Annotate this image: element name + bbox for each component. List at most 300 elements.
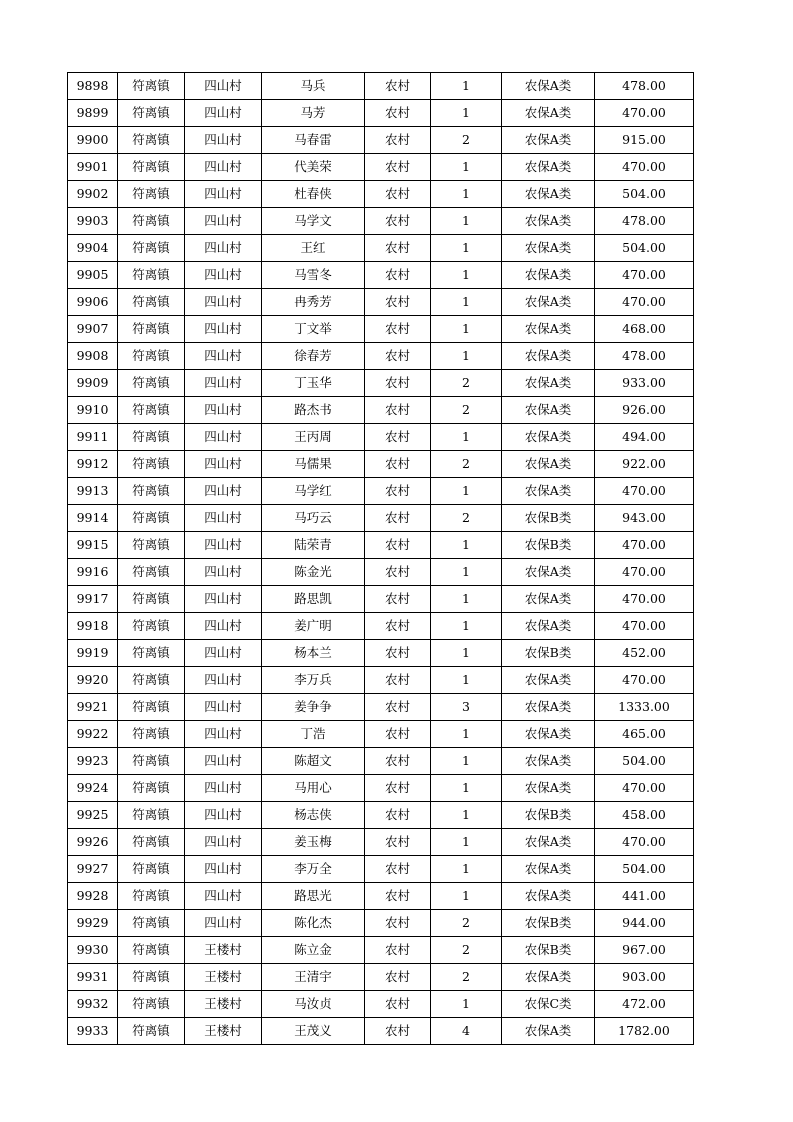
row-number-cell: 9922 xyxy=(68,721,118,748)
amount-cell: 452.00 xyxy=(595,640,694,667)
category-cell: 农保A类 xyxy=(502,694,595,721)
table-row xyxy=(68,937,694,964)
town-cell: 符离镇 xyxy=(118,559,185,586)
town-cell: 符离镇 xyxy=(118,829,185,856)
village-cell: 四山村 xyxy=(185,127,262,154)
village-cell: 四山村 xyxy=(185,73,262,100)
area-type-cell: 农村 xyxy=(365,100,431,127)
row-number-cell: 9909 xyxy=(68,370,118,397)
area-type-cell: 农村 xyxy=(365,721,431,748)
amount-cell: 504.00 xyxy=(595,856,694,883)
row-number-cell: 9898 xyxy=(68,73,118,100)
table-row xyxy=(68,883,694,910)
row-number-cell: 9917 xyxy=(68,586,118,613)
name-cell: 陆荣青 xyxy=(262,532,365,559)
category-cell: 农保A类 xyxy=(502,856,595,883)
amount-cell: 915.00 xyxy=(595,127,694,154)
household-count-cell: 2 xyxy=(431,397,502,424)
table-row xyxy=(68,964,694,991)
name-cell: 路杰书 xyxy=(262,397,365,424)
table-row xyxy=(68,532,694,559)
category-cell: 农保A类 xyxy=(502,73,595,100)
household-count-cell: 1 xyxy=(431,613,502,640)
area-type-cell: 农村 xyxy=(365,154,431,181)
household-count-cell: 2 xyxy=(431,451,502,478)
amount-cell: 470.00 xyxy=(595,775,694,802)
village-cell: 四山村 xyxy=(185,721,262,748)
household-count-cell: 1 xyxy=(431,289,502,316)
area-type-cell: 农村 xyxy=(365,316,431,343)
town-cell: 符离镇 xyxy=(118,775,185,802)
household-count-cell: 1 xyxy=(431,748,502,775)
row-number-cell: 9928 xyxy=(68,883,118,910)
name-cell: 马兵 xyxy=(262,73,365,100)
town-cell: 符离镇 xyxy=(118,397,185,424)
name-cell: 王丙周 xyxy=(262,424,365,451)
row-number-cell: 9923 xyxy=(68,748,118,775)
village-cell: 王楼村 xyxy=(185,937,262,964)
village-cell: 四山村 xyxy=(185,262,262,289)
town-cell: 符离镇 xyxy=(118,964,185,991)
town-cell: 符离镇 xyxy=(118,154,185,181)
category-cell: 农保A类 xyxy=(502,721,595,748)
amount-cell: 478.00 xyxy=(595,343,694,370)
row-number-cell: 9905 xyxy=(68,262,118,289)
table-row xyxy=(68,127,694,154)
household-count-cell: 1 xyxy=(431,586,502,613)
town-cell: 符离镇 xyxy=(118,181,185,208)
name-cell: 李万兵 xyxy=(262,667,365,694)
town-cell: 符离镇 xyxy=(118,235,185,262)
village-cell: 四山村 xyxy=(185,802,262,829)
village-cell: 王楼村 xyxy=(185,964,262,991)
household-count-cell: 2 xyxy=(431,937,502,964)
category-cell: 农保A类 xyxy=(502,1018,595,1045)
area-type-cell: 农村 xyxy=(365,613,431,640)
category-cell: 农保A类 xyxy=(502,613,595,640)
household-count-cell: 1 xyxy=(431,856,502,883)
household-count-cell: 1 xyxy=(431,829,502,856)
area-type-cell: 农村 xyxy=(365,802,431,829)
name-cell: 王红 xyxy=(262,235,365,262)
category-cell: 农保A类 xyxy=(502,667,595,694)
category-cell: 农保B类 xyxy=(502,505,595,532)
amount-cell: 470.00 xyxy=(595,478,694,505)
row-number-cell: 9904 xyxy=(68,235,118,262)
category-cell: 农保B类 xyxy=(502,937,595,964)
category-cell: 农保A类 xyxy=(502,559,595,586)
category-cell: 农保B类 xyxy=(502,910,595,937)
area-type-cell: 农村 xyxy=(365,694,431,721)
village-cell: 四山村 xyxy=(185,397,262,424)
household-count-cell: 1 xyxy=(431,991,502,1018)
category-cell: 农保A类 xyxy=(502,154,595,181)
name-cell: 陈金光 xyxy=(262,559,365,586)
village-cell: 四山村 xyxy=(185,235,262,262)
area-type-cell: 农村 xyxy=(365,478,431,505)
household-count-cell: 1 xyxy=(431,775,502,802)
town-cell: 符离镇 xyxy=(118,667,185,694)
name-cell: 姜玉梅 xyxy=(262,829,365,856)
category-cell: 农保A类 xyxy=(502,208,595,235)
amount-cell: 470.00 xyxy=(595,613,694,640)
category-cell: 农保A类 xyxy=(502,262,595,289)
village-cell: 四山村 xyxy=(185,343,262,370)
household-count-cell: 2 xyxy=(431,127,502,154)
name-cell: 马儒果 xyxy=(262,451,365,478)
table-row xyxy=(68,613,694,640)
amount-cell: 478.00 xyxy=(595,73,694,100)
category-cell: 农保A类 xyxy=(502,100,595,127)
name-cell: 丁玉华 xyxy=(262,370,365,397)
table-row xyxy=(68,910,694,937)
name-cell: 姜广明 xyxy=(262,613,365,640)
row-number-cell: 9913 xyxy=(68,478,118,505)
town-cell: 符离镇 xyxy=(118,208,185,235)
table-row xyxy=(68,640,694,667)
table-row xyxy=(68,667,694,694)
data-table xyxy=(67,72,694,1045)
village-cell: 四山村 xyxy=(185,667,262,694)
household-count-cell: 1 xyxy=(431,343,502,370)
amount-cell: 470.00 xyxy=(595,829,694,856)
category-cell: 农保A类 xyxy=(502,829,595,856)
category-cell: 农保A类 xyxy=(502,586,595,613)
village-cell: 四山村 xyxy=(185,424,262,451)
household-count-cell: 1 xyxy=(431,667,502,694)
name-cell: 马学文 xyxy=(262,208,365,235)
category-cell: 农保A类 xyxy=(502,964,595,991)
row-number-cell: 9921 xyxy=(68,694,118,721)
area-type-cell: 农村 xyxy=(365,208,431,235)
category-cell: 农保A类 xyxy=(502,181,595,208)
category-cell: 农保A类 xyxy=(502,127,595,154)
village-cell: 王楼村 xyxy=(185,1018,262,1045)
town-cell: 符离镇 xyxy=(118,1018,185,1045)
area-type-cell: 农村 xyxy=(365,424,431,451)
town-cell: 符离镇 xyxy=(118,289,185,316)
town-cell: 符离镇 xyxy=(118,937,185,964)
name-cell: 马春雷 xyxy=(262,127,365,154)
amount-cell: 465.00 xyxy=(595,721,694,748)
town-cell: 符离镇 xyxy=(118,532,185,559)
category-cell: 农保A类 xyxy=(502,478,595,505)
village-cell: 四山村 xyxy=(185,613,262,640)
village-cell: 四山村 xyxy=(185,883,262,910)
area-type-cell: 农村 xyxy=(365,262,431,289)
household-count-cell: 1 xyxy=(431,478,502,505)
category-cell: 农保A类 xyxy=(502,451,595,478)
town-cell: 符离镇 xyxy=(118,613,185,640)
row-number-cell: 9907 xyxy=(68,316,118,343)
area-type-cell: 农村 xyxy=(365,532,431,559)
name-cell: 路思凯 xyxy=(262,586,365,613)
category-cell: 农保A类 xyxy=(502,289,595,316)
household-count-cell: 2 xyxy=(431,910,502,937)
category-cell: 农保C类 xyxy=(502,991,595,1018)
category-cell: 农保A类 xyxy=(502,235,595,262)
household-count-cell: 1 xyxy=(431,883,502,910)
village-cell: 四山村 xyxy=(185,370,262,397)
village-cell: 四山村 xyxy=(185,289,262,316)
town-cell: 符离镇 xyxy=(118,73,185,100)
amount-cell: 903.00 xyxy=(595,964,694,991)
table-row xyxy=(68,1018,694,1045)
town-cell: 符离镇 xyxy=(118,451,185,478)
row-number-cell: 9932 xyxy=(68,991,118,1018)
town-cell: 符离镇 xyxy=(118,748,185,775)
amount-cell: 504.00 xyxy=(595,181,694,208)
category-cell: 农保A类 xyxy=(502,397,595,424)
amount-cell: 441.00 xyxy=(595,883,694,910)
row-number-cell: 9915 xyxy=(68,532,118,559)
category-cell: 农保B类 xyxy=(502,532,595,559)
area-type-cell: 农村 xyxy=(365,505,431,532)
name-cell: 马用心 xyxy=(262,775,365,802)
name-cell: 王茂义 xyxy=(262,1018,365,1045)
household-count-cell: 1 xyxy=(431,235,502,262)
table-row xyxy=(68,370,694,397)
row-number-cell: 9924 xyxy=(68,775,118,802)
town-cell: 符离镇 xyxy=(118,316,185,343)
table-row xyxy=(68,775,694,802)
village-cell: 四山村 xyxy=(185,748,262,775)
area-type-cell: 农村 xyxy=(365,991,431,1018)
village-cell: 四山村 xyxy=(185,856,262,883)
row-number-cell: 9912 xyxy=(68,451,118,478)
table-row xyxy=(68,316,694,343)
town-cell: 符离镇 xyxy=(118,721,185,748)
household-count-cell: 3 xyxy=(431,694,502,721)
village-cell: 四山村 xyxy=(185,505,262,532)
amount-cell: 470.00 xyxy=(595,532,694,559)
name-cell: 马雪冬 xyxy=(262,262,365,289)
area-type-cell: 农村 xyxy=(365,775,431,802)
village-cell: 四山村 xyxy=(185,640,262,667)
amount-cell: 468.00 xyxy=(595,316,694,343)
table-row xyxy=(68,154,694,181)
table-row xyxy=(68,181,694,208)
row-number-cell: 9929 xyxy=(68,910,118,937)
household-count-cell: 1 xyxy=(431,721,502,748)
name-cell: 姜争争 xyxy=(262,694,365,721)
village-cell: 王楼村 xyxy=(185,991,262,1018)
area-type-cell: 农村 xyxy=(365,586,431,613)
town-cell: 符离镇 xyxy=(118,802,185,829)
town-cell: 符离镇 xyxy=(118,505,185,532)
category-cell: 农保A类 xyxy=(502,370,595,397)
table-row xyxy=(68,694,694,721)
amount-cell: 470.00 xyxy=(595,100,694,127)
table-row xyxy=(68,748,694,775)
name-cell: 杨本兰 xyxy=(262,640,365,667)
name-cell: 马学红 xyxy=(262,478,365,505)
area-type-cell: 农村 xyxy=(365,667,431,694)
table-row xyxy=(68,451,694,478)
name-cell: 马芳 xyxy=(262,100,365,127)
row-number-cell: 9906 xyxy=(68,289,118,316)
amount-cell: 470.00 xyxy=(595,559,694,586)
village-cell: 四山村 xyxy=(185,532,262,559)
table-row xyxy=(68,559,694,586)
name-cell: 代美荣 xyxy=(262,154,365,181)
row-number-cell: 9908 xyxy=(68,343,118,370)
town-cell: 符离镇 xyxy=(118,100,185,127)
household-count-cell: 1 xyxy=(431,424,502,451)
row-number-cell: 9919 xyxy=(68,640,118,667)
name-cell: 王清宇 xyxy=(262,964,365,991)
amount-cell: 472.00 xyxy=(595,991,694,1018)
table-row xyxy=(68,397,694,424)
amount-cell: 1782.00 xyxy=(595,1018,694,1045)
table-row xyxy=(68,721,694,748)
household-count-cell: 1 xyxy=(431,181,502,208)
household-count-cell: 1 xyxy=(431,532,502,559)
row-number-cell: 9931 xyxy=(68,964,118,991)
table-row xyxy=(68,343,694,370)
household-count-cell: 1 xyxy=(431,262,502,289)
category-cell: 农保A类 xyxy=(502,775,595,802)
village-cell: 四山村 xyxy=(185,694,262,721)
area-type-cell: 农村 xyxy=(365,370,431,397)
household-count-cell: 1 xyxy=(431,802,502,829)
village-cell: 四山村 xyxy=(185,478,262,505)
area-type-cell: 农村 xyxy=(365,640,431,667)
amount-cell: 922.00 xyxy=(595,451,694,478)
household-count-cell: 4 xyxy=(431,1018,502,1045)
town-cell: 符离镇 xyxy=(118,856,185,883)
area-type-cell: 农村 xyxy=(365,910,431,937)
household-count-cell: 2 xyxy=(431,370,502,397)
row-number-cell: 9925 xyxy=(68,802,118,829)
town-cell: 符离镇 xyxy=(118,343,185,370)
row-number-cell: 9933 xyxy=(68,1018,118,1045)
name-cell: 丁浩 xyxy=(262,721,365,748)
amount-cell: 504.00 xyxy=(595,748,694,775)
amount-cell: 458.00 xyxy=(595,802,694,829)
table-body xyxy=(68,73,694,1045)
household-count-cell: 1 xyxy=(431,73,502,100)
area-type-cell: 农村 xyxy=(365,748,431,775)
town-cell: 符离镇 xyxy=(118,640,185,667)
amount-cell: 933.00 xyxy=(595,370,694,397)
town-cell: 符离镇 xyxy=(118,991,185,1018)
table-row xyxy=(68,586,694,613)
area-type-cell: 农村 xyxy=(365,829,431,856)
amount-cell: 1333.00 xyxy=(595,694,694,721)
table-row xyxy=(68,424,694,451)
row-number-cell: 9900 xyxy=(68,127,118,154)
table-row xyxy=(68,478,694,505)
row-number-cell: 9927 xyxy=(68,856,118,883)
row-number-cell: 9910 xyxy=(68,397,118,424)
area-type-cell: 农村 xyxy=(365,397,431,424)
row-number-cell: 9899 xyxy=(68,100,118,127)
table-row xyxy=(68,856,694,883)
category-cell: 农保B类 xyxy=(502,802,595,829)
town-cell: 符离镇 xyxy=(118,262,185,289)
amount-cell: 504.00 xyxy=(595,235,694,262)
area-type-cell: 农村 xyxy=(365,451,431,478)
town-cell: 符离镇 xyxy=(118,586,185,613)
table-row xyxy=(68,235,694,262)
amount-cell: 470.00 xyxy=(595,262,694,289)
household-count-cell: 1 xyxy=(431,640,502,667)
amount-cell: 944.00 xyxy=(595,910,694,937)
name-cell: 马汝贞 xyxy=(262,991,365,1018)
table-row xyxy=(68,505,694,532)
table-row xyxy=(68,100,694,127)
town-cell: 符离镇 xyxy=(118,694,185,721)
table-row xyxy=(68,991,694,1018)
household-count-cell: 1 xyxy=(431,316,502,343)
area-type-cell: 农村 xyxy=(365,856,431,883)
category-cell: 农保A类 xyxy=(502,343,595,370)
area-type-cell: 农村 xyxy=(365,289,431,316)
amount-cell: 478.00 xyxy=(595,208,694,235)
amount-cell: 943.00 xyxy=(595,505,694,532)
village-cell: 四山村 xyxy=(185,154,262,181)
household-count-cell: 2 xyxy=(431,964,502,991)
row-number-cell: 9902 xyxy=(68,181,118,208)
row-number-cell: 9911 xyxy=(68,424,118,451)
village-cell: 四山村 xyxy=(185,208,262,235)
town-cell: 符离镇 xyxy=(118,370,185,397)
row-number-cell: 9930 xyxy=(68,937,118,964)
row-number-cell: 9926 xyxy=(68,829,118,856)
name-cell: 陈化杰 xyxy=(262,910,365,937)
village-cell: 四山村 xyxy=(185,829,262,856)
village-cell: 四山村 xyxy=(185,586,262,613)
village-cell: 四山村 xyxy=(185,559,262,586)
village-cell: 四山村 xyxy=(185,910,262,937)
amount-cell: 470.00 xyxy=(595,154,694,181)
table-row xyxy=(68,262,694,289)
name-cell: 杜春侠 xyxy=(262,181,365,208)
household-count-cell: 1 xyxy=(431,154,502,181)
area-type-cell: 农村 xyxy=(365,343,431,370)
village-cell: 四山村 xyxy=(185,100,262,127)
town-cell: 符离镇 xyxy=(118,910,185,937)
amount-cell: 926.00 xyxy=(595,397,694,424)
village-cell: 四山村 xyxy=(185,451,262,478)
category-cell: 农保A类 xyxy=(502,883,595,910)
village-cell: 四山村 xyxy=(185,316,262,343)
village-cell: 四山村 xyxy=(185,181,262,208)
amount-cell: 494.00 xyxy=(595,424,694,451)
name-cell: 陈超文 xyxy=(262,748,365,775)
name-cell: 冉秀芳 xyxy=(262,289,365,316)
name-cell: 丁文举 xyxy=(262,316,365,343)
table-row xyxy=(68,829,694,856)
row-number-cell: 9914 xyxy=(68,505,118,532)
area-type-cell: 农村 xyxy=(365,127,431,154)
name-cell: 杨志侠 xyxy=(262,802,365,829)
area-type-cell: 农村 xyxy=(365,964,431,991)
row-number-cell: 9916 xyxy=(68,559,118,586)
household-count-cell: 1 xyxy=(431,100,502,127)
town-cell: 符离镇 xyxy=(118,424,185,451)
area-type-cell: 农村 xyxy=(365,883,431,910)
area-type-cell: 农村 xyxy=(365,559,431,586)
table-row xyxy=(68,73,694,100)
name-cell: 路思光 xyxy=(262,883,365,910)
town-cell: 符离镇 xyxy=(118,883,185,910)
area-type-cell: 农村 xyxy=(365,181,431,208)
table-row xyxy=(68,208,694,235)
category-cell: 农保A类 xyxy=(502,316,595,343)
category-cell: 农保B类 xyxy=(502,640,595,667)
